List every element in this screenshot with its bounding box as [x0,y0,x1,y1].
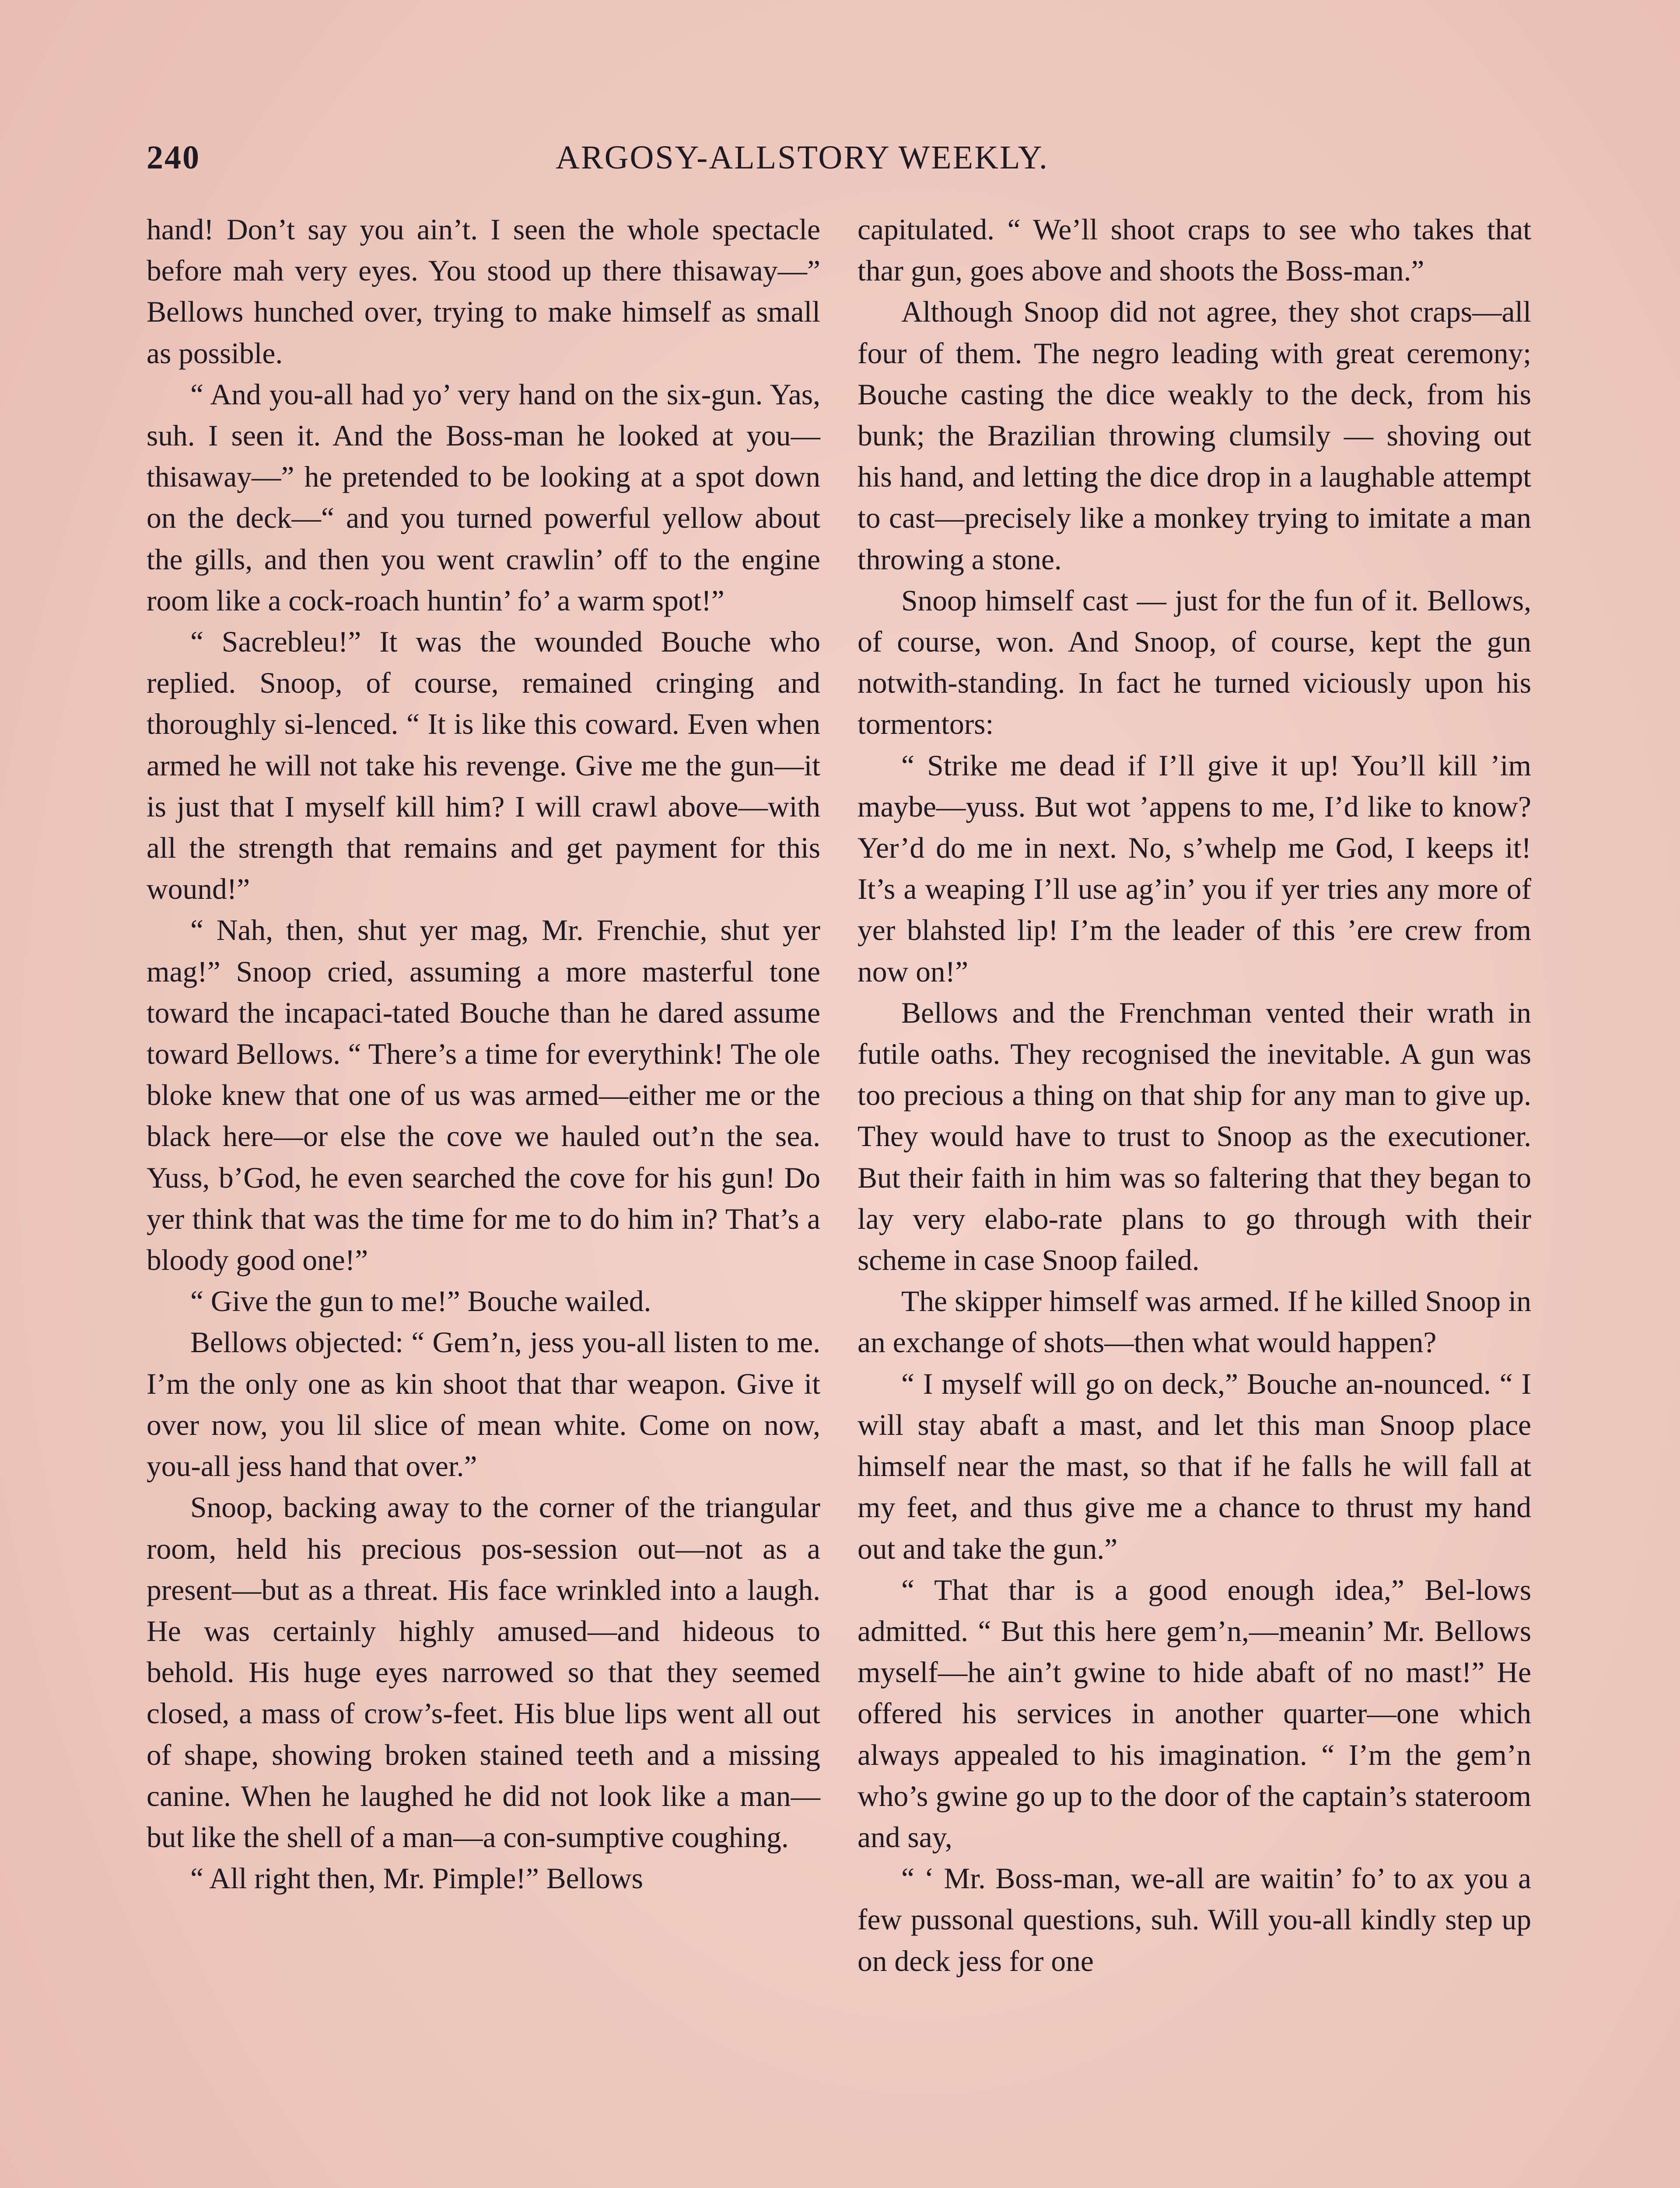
running-title: ARGOSY-ALLSTORY WEEKLY. [556,139,1049,176]
paragraph: hand! Don’t say you ain’t. I seen the whole spectacle before mah very eyes. You stood up there thisaway—” Bellows hunched over, trying to make himself as small as possible. [147,213,820,370]
paragraph: capitulated. “ We’ll shoot craps to see who takes that thar gun, goes above and shoots the Boss-man.” [858,213,1531,288]
paragraph: “ ‘ Mr. Boss-man, we-all are waitin’ fo’ to ax you a few pussonal questions, suh. Will you-all kindly step up on deck jess for one [858,1862,1531,1978]
paragraph: “ Give the gun to me!” Bouche wailed. [190,1285,651,1318]
page-number: 240 [147,139,200,176]
paragraph: “ That thar is a good enough idea,” Bel-lows admitted. “ But this here gem’n,—meanin’ Mr. Bellows myself—he ain’t gwine to hide abaft of no mast!” He offered his services in another quarter—one which always appealed to his imagination. “ I’m the gem’n who’s gwine go up to the door of the captain’s stateroom and say, [858,1573,1531,1854]
paragraph: Bellows and the Frenchman vented their wrath in futile oaths. They recognised the inevitable. A gun was too precious a thing on that ship for any man to give up. They would have to trust to Snoop as the executioner. But their faith in him was so faltering that they began to lay very elabo-rate plans to go through with their scheme in case Snoop failed. [858,996,1531,1277]
paragraph: “ Sacrebleu!” It was the wounded Bouche who replied. Snoop, of course, remained cringing and thoroughly si-lenced. “ It is like this coward. Even when armed he will not take his revenge. Give me the gun—it is just that I myself kill him? I will crawl above—with all the strength that remains and get payment for this wound!” [147,625,820,906]
paragraph: “ I myself will go on deck,” Bouche an-nounced. “ I will stay abaft a mast, and let this man Snoop place himself near the mast, so that if he falls he will fall at my feet, and thus give me a chance to thrust my hand out and take the gun.” [858,1367,1531,1565]
paragraph: Snoop himself cast — just for the fun of it. Bellows, of course, won. And Snoop, of course, kept the gun notwith-standing. In fact he turned viciously upon his tormentors: [858,584,1531,741]
left-text-column [147,209,820,1899]
paragraph: “ And you-all had yo’ very hand on the six-gun. Yas, suh. I seen it. And the Boss-man he looked at you—thisaway—” he pretended to be looking at a spot down on the deck—“ and you turned powerful yellow about the gills, and then you went crawlin’ off to the engine room like a cock-roach huntin’ fo’ a warm spot!” [147,378,820,617]
paragraph: Bellows objected: “ Gem’n, jess you-all listen to me. I’m the only one as kin shoot that thar weapon. Give it over now, you lil slice of mean white. Come on now, you-all jess hand that over.” [147,1326,820,1483]
paragraph: “ Nah, then, shut yer mag, Mr. Frenchie, shut yer mag!” Snoop cried, assuming a more masterful tone toward the incapaci-tated Bouche than he dared assume toward Bellows. “ There’s a time for everythink! The ole bloke knew that one of us was armed—either me or the black here—or else the cove we hauled out’n the sea. Yuss, b’God, he even searched the cove for his gun! Do yer think that was the time for me to do him in? That’s a bloody good one!” [147,914,820,1277]
paragraph: The skipper himself was armed. If he killed Snoop in an exchange of shots—then what would happen? [858,1285,1531,1359]
paragraph: “ Strike me dead if I’ll give it up! You’ll kill ’im maybe—yuss. But wot ’appens to me, I’d like to know? Yer’d do me in next. No, s’whelp me God, I keeps it! It’s a weaping I’ll use ag’in’ you if yer tries any more of yer blahsted lip! I’m the leader of this ’ere crew from now on!” [858,749,1531,988]
right-text-column [858,209,1531,1982]
page-header [147,131,1131,184]
paragraph: “ All right then, Mr. Pimple!” Bellows [190,1862,643,1895]
paragraph: Snoop, backing away to the corner of the triangular room, held his precious pos-session out—not as a present—but as a threat. His face wrinkled into a laugh. He was certainly highly amused—and hideous to behold. His huge eyes narrowed so that they seemed closed, a mass of crow’s-feet. His blue lips went all out of shape, showing broken stained teeth and a missing canine. When he laughed he did not look like a man—but like the shell of a man—a con-sumptive coughing. [147,1491,820,1854]
paragraph: Although Snoop did not agree, they shot craps—all four of them. The negro leading with great ceremony; Bouche casting the dice weakly to the deck, from his bunk; the Brazilian throwing clumsily — shoving out his hand, and letting the dice drop in a laughable attempt to cast—precisely like a monkey trying to imitate a man throwing a stone. [858,295,1531,576]
